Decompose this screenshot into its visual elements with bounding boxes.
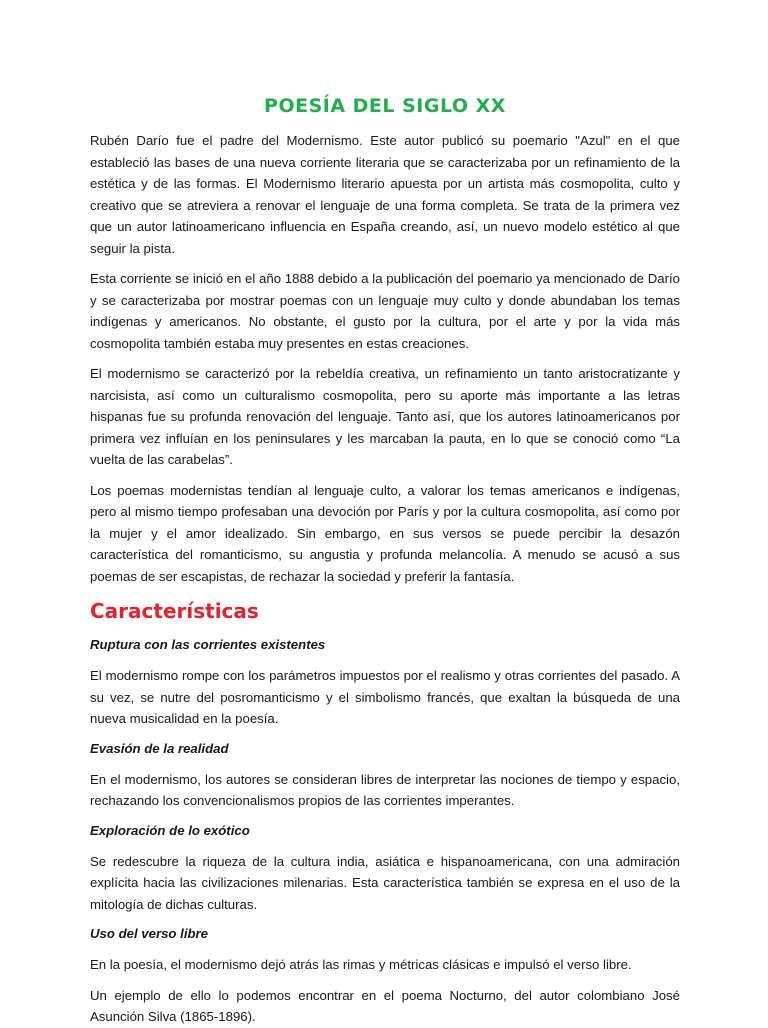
intro-paragraph-3: El modernismo se caracterizó por la rebeldía creativa, un refinamiento un tanto aristocratizante y narcisista, así como un culturalismo cosmopolita, pero su aporte más importante a las letras hispanas fue su profunda renovación del lenguaje. Tanto así, que los autores latinoamericanos por primera vez influían en los peninsulares y les marcaban la pauta, en lo que se conoció como “La vuelta de las carabelas”. (90, 366, 680, 467)
subsection-paragraph: Se redescubre la riqueza de la cultura india, asiática e hispanoamericana, con una admiración explícita hacia las civilizaciones milenarias. Esta característica también se expresa en el uso de la mitología de dichas culturas. (90, 853, 680, 912)
subsection-heading: Ruptura con las corrientes existentes (90, 637, 326, 652)
intro-section (90, 130, 680, 587)
subsection-paragraph: En la poesía, el modernismo dejó atrás las rimas y métricas clásicas e impulsó el verso libre. (90, 957, 632, 972)
subsection-evasion (90, 739, 680, 812)
subsection-exotico (90, 821, 680, 916)
subsection-paragraph: En el modernismo, los autores se consideran libres de interpretar las nociones de tiempo y espacio, rechazando los convencionalismos propios de las corrientes imperantes. (90, 771, 680, 808)
subsection-ruptura (90, 635, 680, 730)
intro-paragraph-2: Esta corriente se inició en el año 1888 debido a la publicación del poemario ya mencionado de Darío y se caracterizaba por mostrar poemas con un lenguaje muy culto y donde abundaban los temas indígenas y americanos. No obstante, el gusto por la cultura, por el arte y por la vida más cosmopolita también estaba muy presentes en estas creaciones. (90, 271, 680, 351)
subsection-verso-libre (90, 924, 680, 1028)
intro-paragraph-4: Los poemas modernistas tendían al lenguaje culto, a valorar los temas americanos e indígenas, pero al mismo tiempo profesaban una devoción por París y por la cultura cosmopolita, así como por la mujer y el amor idealizado. Sin embargo, en sus versos se puede percibir la desazón característica del romanticismo, su angustia y profunda melancolía. A menudo se acusó a sus poemas de ser escapistas, de rechazar la sociedad y preferir la fantasía. (90, 482, 680, 584)
subsection-heading: Uso del verso libre (90, 926, 208, 941)
subsection-heading: Evasión de la realidad (90, 740, 229, 756)
intro-paragraph-1: Rubén Darío fue el padre del Modernismo. Este autor publicó su poemario "Azul" en el que estableció las bases de una nueva corriente literaria que se caracterizaba por un refinamiento de la estética y de las formas. El Modernismo literario apuesta por un artista más cosmopolita, culto y creativo que se atreviera a renovar el lenguaje de una forma completa. Se trata de la primera vez que un autor latinoamericano influencia en España creando, así, un nuevo modelo estético al que seguir la pista. (90, 133, 680, 256)
section-title-caracteristicas: Características (90, 599, 259, 623)
subsection-paragraph: El modernismo rompe con los parámetros impuestos por el realismo y otras corrientes del pasado. A su vez, se nutre del posromanticismo y el simbolismo francés, que exaltan la búsqueda de una nueva musicalidad en la poesía. (90, 668, 680, 726)
subsection-paragraph: Un ejemplo de ello lo podemos encontrar en el poema Nocturno, del autor colombiano José Asunción Silva (1865-1896). (90, 987, 680, 1024)
page-title: POESÍA DEL SIGLO XX (264, 95, 506, 117)
subsection-heading: Exploración de lo exótico (90, 822, 250, 838)
